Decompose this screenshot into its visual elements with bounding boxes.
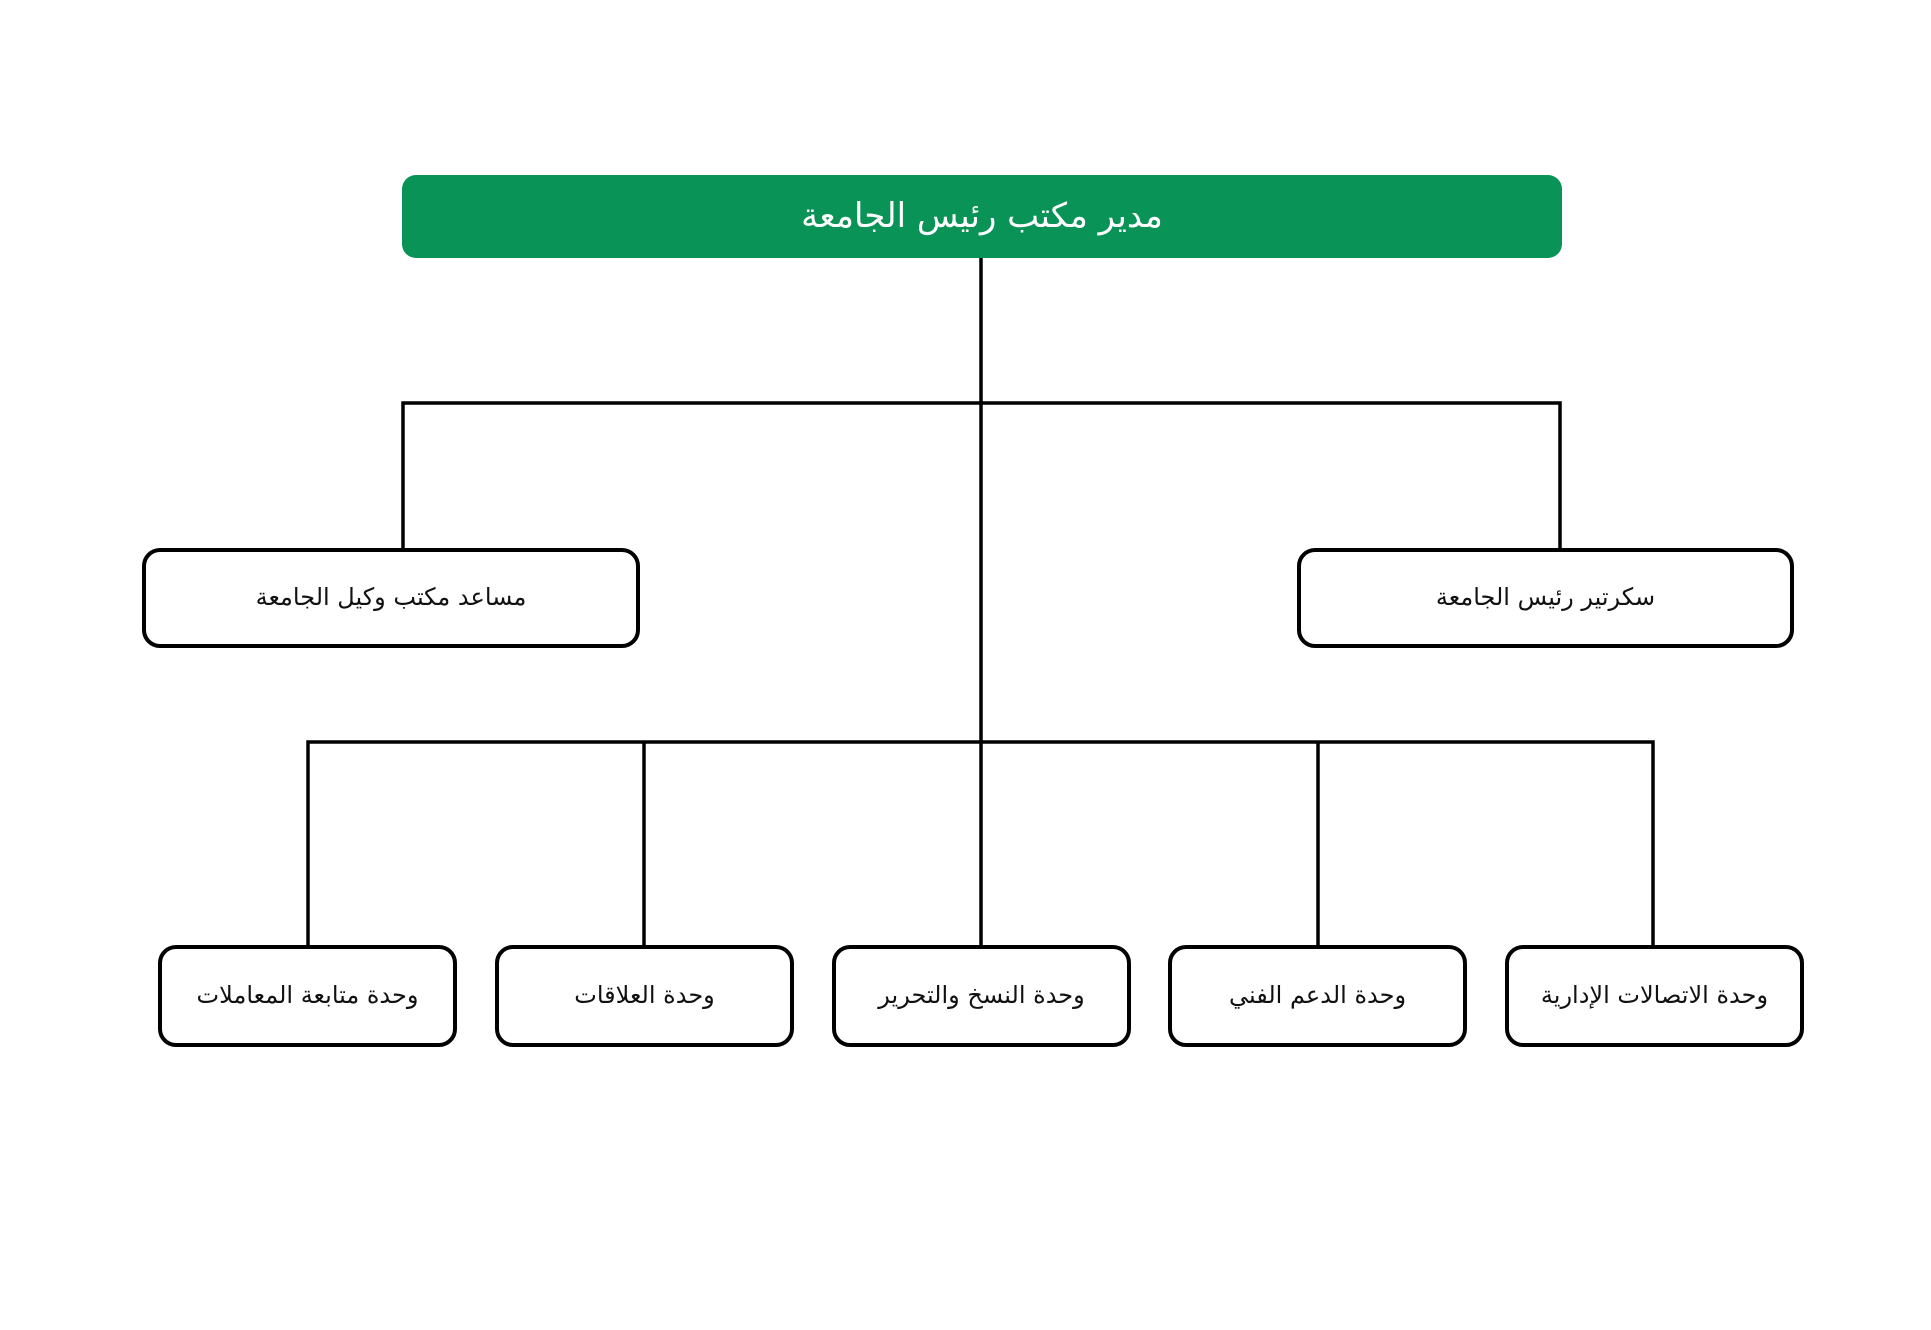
node-label: مدير مكتب رئيس الجامعة bbox=[801, 196, 1163, 237]
node-copying-editing-unit bbox=[832, 945, 1131, 1047]
node-transactions-follow-up-unit bbox=[158, 945, 457, 1047]
node-label: سكرتير رئيس الجامعة bbox=[1435, 583, 1656, 612]
node-technical-support-unit bbox=[1168, 945, 1467, 1047]
node-administrative-communications-unit bbox=[1505, 945, 1804, 1047]
node-label: وحدة العلاقات bbox=[574, 981, 715, 1010]
node-label: وحدة متابعة المعاملات bbox=[196, 981, 419, 1010]
node-label: وحدة الدعم الفني bbox=[1228, 981, 1407, 1010]
node-office-director bbox=[402, 175, 1562, 258]
node-vice-president-office-assistant bbox=[142, 548, 640, 648]
node-label: وحدة الاتصالات الإدارية bbox=[1540, 981, 1769, 1010]
node-label: وحدة النسخ والتحرير bbox=[878, 981, 1085, 1010]
node-label: مساعد مكتب وكيل الجامعة bbox=[255, 583, 527, 612]
node-president-secretary bbox=[1297, 548, 1794, 648]
node-relations-unit bbox=[495, 945, 794, 1047]
